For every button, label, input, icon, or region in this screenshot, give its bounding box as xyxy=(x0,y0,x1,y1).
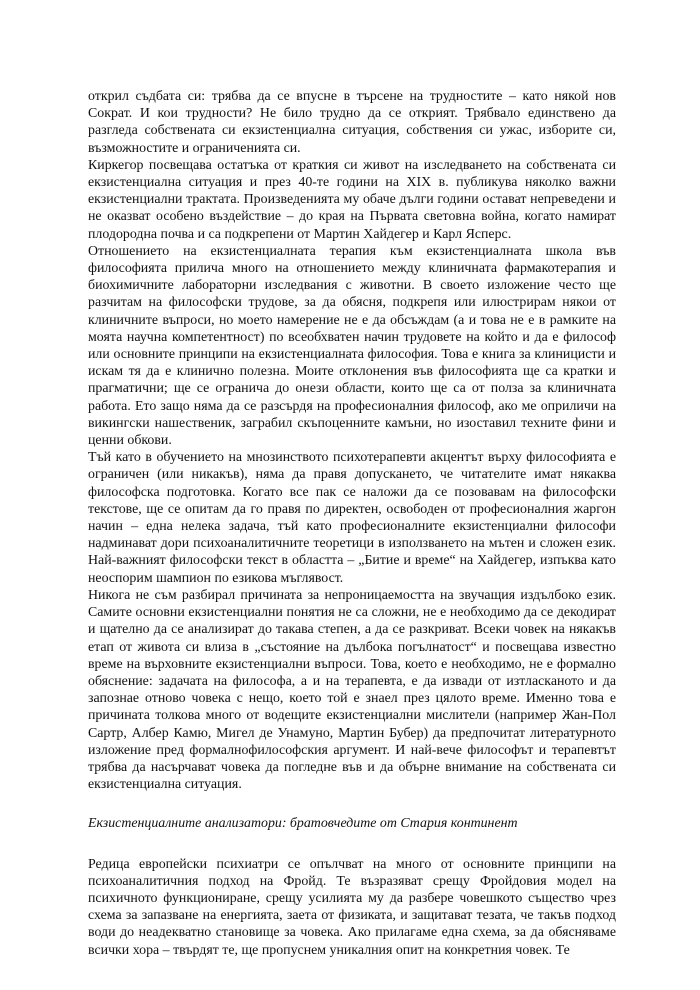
paragraph: Никога не съм разбирал причината за непроницаемостта на звучащия издълбоко език. Самите основни екзистенциални понятия не са сложни, не е необходимо да се декодират и щателно да се анализират до такава степен, а да се разкриват. Всеки човек на някакъв етап от живота си влиза в „състояние на дълбока погълнатост“ и посвещава известно време на върховните екзистенциални въпроси. Това, което е необходимо, не е формално обяснение: задачата на философа, а и на терапевта, е да извади от изтласканото и да запознае отново човека с нещо, което той е знаел през цялото време. Именно това е причината толкова много от водещите екзистенциални мислители (например Жан-Пол Сартр, Албер Камю, Мигел де Унамуно, Мартин Бубер) да предпочитат литературното изложение пред формалнофилософския аргумент. И най-вече философът и терапевтът трябва да насърчават човека да погледне във и да обърне внимание на собствената си екзистенциална ситуация. xyxy=(88,587,616,793)
section-heading: Екзистенциалните анализатори: братовчедите от Стария континент xyxy=(88,816,518,832)
paragraph: Редица европейски психиатри се опълчват на много от основните принципи на психоаналитичния подход на Фройд. Те възразяват срещу Фройдовия модел на психичното функциониране, срещу усилията му да разбере човешкото същество чрез схема за запазване на енергията, заета от физиката, и защитават тезата, че такъв подход води до неадекватно становище за човека. Ако прилагаме една схема, за да обясняваме всички хора – твърдят те, ще пропуснем уникалния опит на конкретния човек. Те xyxy=(88,856,616,958)
paragraph: открил съдбата си: трябва да се впусне в търсене на трудностите – като някой нов Сократ. И кои трудности? Не било трудно да се открият. Трябвало единствено да разгледа собствената си екзистенциална ситуация, собствения си ужас, изборите си, възможностите и ограниченията си. xyxy=(88,89,616,156)
paragraph: Киркегор посвещава остатъка от краткия си живот на изследването на собствената си екзистенциална ситуация и през 40-те години на XIX в. публикува няколко важни екзистенциални трактата. Произведенията му обаче дълги години остават непреведени и не оказват особено въздействие – до края на Първата световна война, когато намират плодородна почва и са подкрепени от Мартин Хайдегер и Карл Ясперс. xyxy=(88,157,616,242)
document-page xyxy=(88,88,616,959)
paragraph: Отношението на екзистенциалната терапия към екзистенциалната школа във философията прилича много на отношението между клиничната фармакотерапия и биохимичните лабораторни изследвания с животни. В своето изложение често ще разчитам на философски трудове, за да обясня, подкрепя или илюстрирам някои от клиничните въпроси, но моето намерение не е да обсъждам (а и това не е в рамките на моята научна компетентност) по всеобхватен начин трудовете на който и да е философ или основните принципи на екзистенциалната философия. Това е книга за клиницисти и искам тя да е клинично полезна. Моите отклонения във философията ще са кратки и прагматични; ще се огранича до онези области, които ще са от полза за клиничната работа. Ето защо няма да се разсърдя на професионалния философ, ако ме оприличи на викингски нашественик, заграбил скъпоценните камъни, но изоставил техните фини и ценни обкови. xyxy=(88,243,616,449)
paragraph: Тъй като в обучението на мнозинството психотерапевти акцентът върху философията е ограничен (или никакъв), няма да правя допускането, че читателите имат някаква философска подготовка. Когато все пак се наложи да се позовавам на философски текстове, ще се опитам да го правя по директен, освободен от професионалния жаргон начин – една нелека задача, тъй като професионалните екзистенциални философи надминават дори психоаналитичните теоретици в използването на мътен и сложен език. Най-важният философски текст в областта – „Битие и време“ на Хайдегер, изпъква като неоспорим шампион по езикова мъглявост. xyxy=(88,450,616,586)
